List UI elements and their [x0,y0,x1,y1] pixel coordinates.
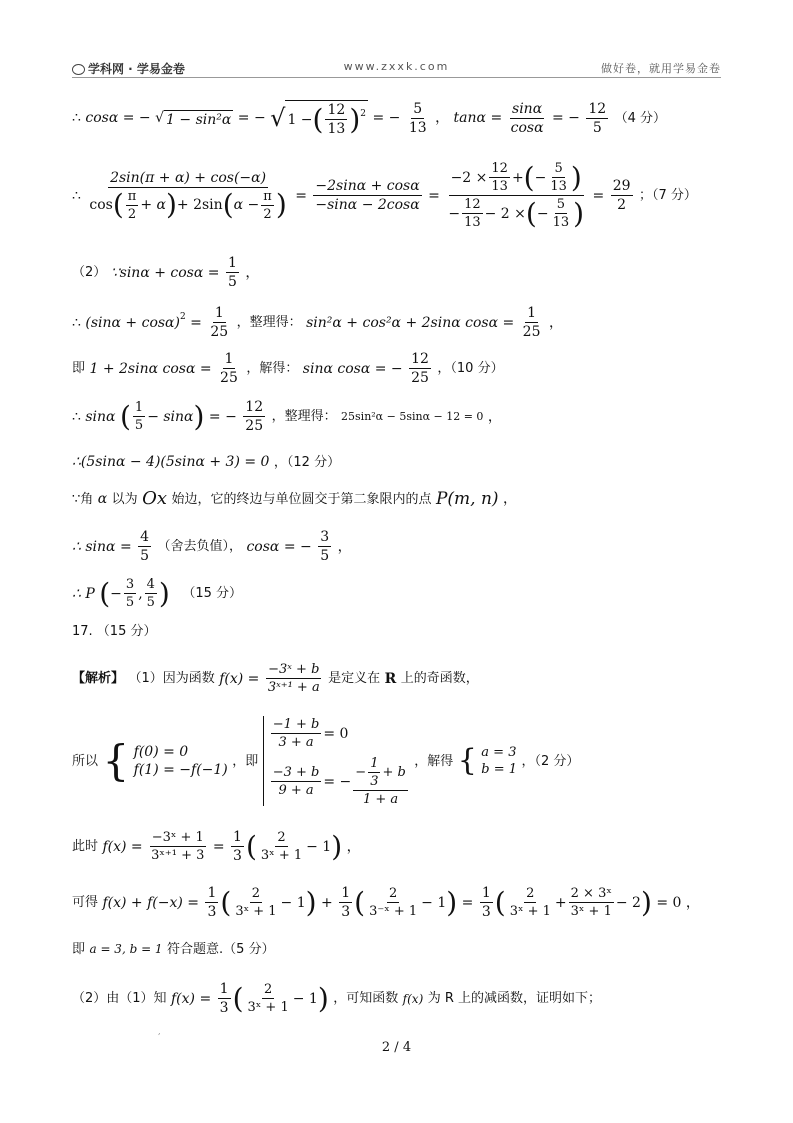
denominator: 2 [263,206,272,222]
brace: { [457,743,477,778]
math-text: f(x) = [171,990,212,1007]
fraction [133,401,145,432]
header-slogan: 做好卷，就用学易金卷 [601,62,721,75]
chinese-text: 可得 [72,895,99,910]
denominator: 5 [227,274,237,290]
fraction [124,578,136,609]
question-17-heading: 17. （15 分） [72,624,157,639]
numerator: 1 [227,255,237,271]
score-note: （4 分） [614,110,667,126]
math-text: −2 × [450,169,488,186]
fraction [149,831,206,862]
math-text: sin²α + cos²α + 2sinα cosα = [306,314,515,331]
paren: ) [446,885,458,919]
math-text: = [295,187,307,204]
math-text: = [461,894,474,911]
numerator: 2 [277,830,286,845]
fraction [87,171,288,221]
numerator: 12 [464,197,481,212]
denominator: 3 [219,1000,229,1016]
fraction [318,530,331,563]
denominator: 5 [146,595,155,610]
chinese-text: 是定义在 [328,671,381,686]
denominator: 3 [341,904,351,920]
math-text: = [428,187,440,204]
fraction [259,831,304,862]
chinese-text: 所以 [72,753,99,769]
fraction [548,162,569,193]
numerator: 5 [556,197,565,212]
fraction [480,886,493,919]
denominator: 3ˣ + 1 [247,1000,289,1015]
math-text: = 0 [323,725,349,742]
equation: f(1) = −f(−1) [133,762,228,778]
punct: ， [685,894,700,911]
solution-line-8 [72,490,517,508]
chinese-text: 此时 [72,839,99,854]
math-text: f(x) [402,991,424,1006]
chinese-text: 为 R 上的减函数，证明如下； [427,991,602,1006]
fraction [586,102,608,135]
fraction [145,578,157,609]
numerator: 1 [214,305,224,321]
numerator: 12 [491,161,508,176]
paren: ( [354,885,366,919]
numerator: 2 [263,982,273,997]
denominator: 3ˣ + 1 [509,904,551,919]
math-text: = [592,187,605,204]
solution-line-17 [72,982,601,1015]
denominator: 3ˣ⁺¹ + a [267,680,320,695]
fraction [138,530,151,563]
numerator [353,757,408,791]
page-number: 2 / 4 [381,1040,412,1055]
fraction [339,886,352,919]
numerator: 5 [554,161,563,176]
math-text: ∴ P [72,585,95,602]
denominator: 13 [491,179,508,194]
math-text: a = 3, b = 1 [89,942,163,956]
math-text: − 1 [292,990,318,1007]
score-note: ；（7 分） [638,188,697,203]
chinese-text: （舍去负值）， [157,539,243,554]
math-text: + [321,894,333,911]
denominator: 3 [481,904,491,920]
fraction [233,887,278,918]
denominator: 3⁻ˣ + 1 [369,904,418,919]
paren: ( [523,160,535,194]
paren: ( [245,829,257,863]
paren: ) [640,885,652,919]
math-text: − sinα [147,408,194,425]
numerator: 1 [341,885,351,901]
math-text: f(x) = [219,670,260,687]
fraction [489,162,510,193]
denominator: 3 [233,848,242,864]
score-note: ，（2 分） [521,753,580,769]
paren: ( [525,196,537,230]
fraction [509,102,546,135]
math-text: − 1 [421,894,447,911]
denominator: 9 + a [278,783,314,798]
math-text: = − [208,408,237,425]
math-text: − [448,205,461,222]
numerator: 4 [146,577,155,592]
numerator: −3ˣ + 1 [151,830,204,845]
denominator: 25 [522,324,541,340]
numerator: 12 [411,351,429,367]
numerator: 1 [134,400,144,415]
math-text: Ox [142,488,168,509]
fraction [407,102,429,135]
denominator: 5 [592,119,602,136]
fraction [243,400,265,433]
fraction [126,190,139,221]
solution-line-9 [72,530,352,563]
math-text: ∵sinα + cosα = [110,264,220,281]
math-text: 1 − [287,111,313,128]
denominator: 3ˣ + 1 [260,848,303,863]
numerator: 12 [245,399,264,415]
math-text: − 2 × [484,205,526,222]
exponent: 2 [179,311,186,322]
numerator: sinα [512,100,543,117]
paren: ( [112,188,124,221]
logo-text: 学科网 · 学易金卷 [88,62,185,76]
numerator: 5 [413,100,423,117]
fraction [462,198,483,229]
part-label: （2） [72,265,107,280]
paren: ) [570,160,582,194]
math-text: f(x) + f(−x) = [102,894,200,911]
numerator: 2 [526,886,535,901]
solution-line-2 [72,162,697,229]
denominator: −sinα − 2cosα [315,197,420,213]
punct: ， [548,314,563,331]
paren: ) [349,102,361,136]
sqrt-sign: √ [270,104,286,132]
math-text: = − [323,773,352,790]
paren: ) [165,188,177,221]
solution-line-15 [72,886,700,919]
paren: ( [222,188,234,221]
math-text: = − [552,110,580,126]
chinese-text: ，即 [232,753,259,769]
paren: ) [317,981,329,1015]
math-text: cosα = − [85,110,151,126]
numerator: 1 [370,756,379,771]
equation-system [134,743,228,779]
math-text: tanα = [453,110,503,126]
denominator: 25 [411,370,429,386]
fraction [271,766,322,797]
punct: ， [435,110,450,126]
math-text: R [384,670,397,687]
math-text: = − [237,110,266,126]
punct: ， [337,538,352,555]
math-text: − 1 [280,894,306,911]
denominator: 3 + a [278,735,314,750]
numerator: 1 [207,885,217,901]
denominator: 3 [370,774,379,789]
numerator: 2 [388,886,398,901]
exponent: 2 [360,108,366,119]
paren: ( [312,102,324,136]
fraction [246,983,291,1014]
chinese-text: 即 [72,941,86,957]
denominator: 3ˣ + 1 [235,904,277,919]
numerator: 1 [224,351,234,367]
chinese-text: ，可知函数 [333,991,399,1006]
denominator: 13 [464,215,481,230]
paren: ( [99,576,111,610]
math-text: − [355,765,367,780]
denominator: cosα [510,119,544,136]
math-text: = − [372,110,401,126]
fraction [261,190,274,221]
chinese-text: 即 [72,361,86,376]
fraction [368,757,380,788]
math-text: − 2 [615,894,641,911]
numerator: −3ˣ + b [268,662,320,677]
paren: ) [573,196,585,230]
equation-system [481,744,517,778]
chinese-text: 始边，它的终边与单位圆交于第二象限内的点 [171,491,432,507]
fraction [521,306,543,339]
fraction [313,179,421,212]
analysis-tag: 【解析】 [72,671,125,686]
math-text: α [97,491,108,507]
paren: ) [275,188,287,221]
math-text: 1 + 2sinα cosα = [89,360,212,377]
sqrt-sign: √ [155,110,165,126]
numerator: 1 [481,885,491,901]
denominator: 13 [327,121,346,137]
solution-line-12 [72,663,479,694]
solution-line-10 [72,578,242,609]
numerator: 1 [527,305,537,321]
denominator: 1 + a [362,792,399,807]
score-note: ，（10 分） [437,361,504,376]
fraction [409,352,431,385]
math-text: − 1 [306,838,332,855]
math-text: ∴(5sinα − 4)(5sinα + 3) = 0 [72,454,270,470]
numerator: π [263,188,272,204]
equation: f(0) = 0 [133,744,189,760]
paren: ) [158,576,170,610]
solution-line-1 [72,100,666,136]
numerator: 1 [233,829,242,845]
math-text: + α [140,197,166,213]
denominator: 25 [210,324,229,340]
chinese-text: ∵角 [72,491,94,507]
fraction [611,179,633,212]
fraction [231,830,244,863]
fraction [226,256,239,289]
punct: , [138,585,143,602]
denominator: 5 [140,548,150,564]
therefore-symbol: ∴ [72,187,81,204]
math-text: − [110,585,122,602]
numerator: 12 [327,102,346,118]
chinese-text: ，解得 [414,753,454,769]
denominator: 5 [125,595,135,610]
denominator: 25 [220,370,238,386]
chinese-text: ，整理得： [271,409,337,424]
numerator: −2sinα + cosα [315,178,420,194]
page-header [72,58,721,78]
fraction [551,198,572,229]
math-text: 25sin²α − 5sinα − 12 = 0 [341,410,484,423]
paren: ) [331,829,343,863]
solution-line-6 [72,400,502,433]
math-text: sinα [85,408,116,425]
math-text: P(m, n) [435,488,499,509]
denominator: 5 [320,548,330,564]
chinese-text: （1）因为函数 [128,671,215,686]
denominator: 13 [408,119,427,136]
math-text: = 0 [656,894,682,911]
numerator: 2 [251,886,261,901]
fraction [208,306,230,339]
numerator: −3 + b [272,765,320,780]
denominator: 3 [207,904,217,920]
site-url: www.zxxk.com [343,60,450,73]
equation: b = 1 [481,762,518,777]
paren: ( [494,885,506,919]
punct: ， [346,838,361,855]
math-text: − [534,169,547,186]
numerator: 3 [125,577,135,592]
denominator [87,188,288,221]
numerator [449,162,584,196]
score-note: （15 分） [182,586,242,601]
math-text: + [554,894,567,911]
stray-mark: , [158,1027,161,1036]
numerator: 4 [140,529,150,545]
fraction [325,103,347,136]
sqrt-body: 1 − sin²α [166,111,232,128]
brace: { [102,736,130,785]
paren: ( [232,981,244,1015]
solution-line-7 [72,455,340,469]
punct: ， [487,408,502,425]
fraction [271,718,322,749]
fraction [367,887,419,918]
fraction [218,352,240,385]
math-text: = [212,838,225,855]
math-text: + b [382,765,406,780]
chinese-text: 以为 [111,491,138,507]
equation [269,716,410,757]
chinese-text: ，解得： [246,361,299,376]
math-text: sinα cosα = − [302,360,403,377]
math-text: f(x) = [102,838,143,855]
math-text: + [511,169,524,186]
solution-line-3 [72,256,259,289]
denominator: 13 [550,179,567,194]
solution-line-13 [72,716,579,806]
punct: ， [245,264,260,281]
solution-line-5 [72,352,504,385]
therefore-symbol: ∴ [72,314,81,331]
fraction [205,886,218,919]
math-text: cos [89,197,113,213]
sqrt-body [285,100,368,136]
paren: ) [305,885,317,919]
numerator: 3 [320,529,330,545]
denominator: 3ˣ⁺¹ + 3 [151,848,205,863]
numerator: 1 [219,981,229,997]
fraction [446,162,586,229]
score-note: ，（12 分） [273,454,341,470]
equation [269,757,410,806]
equation: a = 3 [481,745,517,760]
fraction [218,982,231,1015]
math-text: − [536,205,549,222]
paren: ( [220,885,232,919]
math-text: ∴ sinα = [72,538,132,555]
denominator: 2 [127,206,137,222]
numerator: 2 × 3ˣ [570,886,612,901]
numerator: π [127,188,137,204]
denominator: 2 [617,197,627,213]
math-text: α − [233,197,260,213]
math-text: cosα = − [246,538,312,555]
chinese-text: 符合题意.（5 分） [167,941,275,957]
numerator: 12 [588,100,607,117]
numerator: −1 + b [272,717,320,732]
paren: ( [119,399,131,433]
fraction [353,757,408,806]
denominator: 25 [245,418,264,434]
denominator: 3ˣ + 1 [570,904,612,919]
paren: ) [193,399,205,433]
chinese-text: （2）由（1）知 [72,991,167,1006]
header-divider [72,77,721,78]
solution-line-14 [72,830,361,863]
numerator: 2sin(π + α) + cos(−α) [110,169,267,186]
therefore-symbol: ∴ [72,110,81,126]
chinese-text: ，整理得： [236,315,302,330]
math-text: (sinα + cosα) [85,314,180,331]
numerator: 29 [612,178,631,194]
fraction [508,887,553,918]
fraction [266,663,322,694]
solution-line-4 [72,306,563,339]
solution-line-16 [72,942,275,956]
math-text: = [190,314,202,331]
denominator: 13 [552,215,570,230]
denominator: 5 [134,418,144,433]
equation-system [263,716,410,806]
denominator [446,196,586,229]
math-text: + 2sin [176,197,223,213]
therefore-symbol: ∴ [72,408,81,425]
chinese-text: 上的奇函数， [400,671,479,686]
fraction [569,887,614,918]
punct: ， [503,491,518,507]
